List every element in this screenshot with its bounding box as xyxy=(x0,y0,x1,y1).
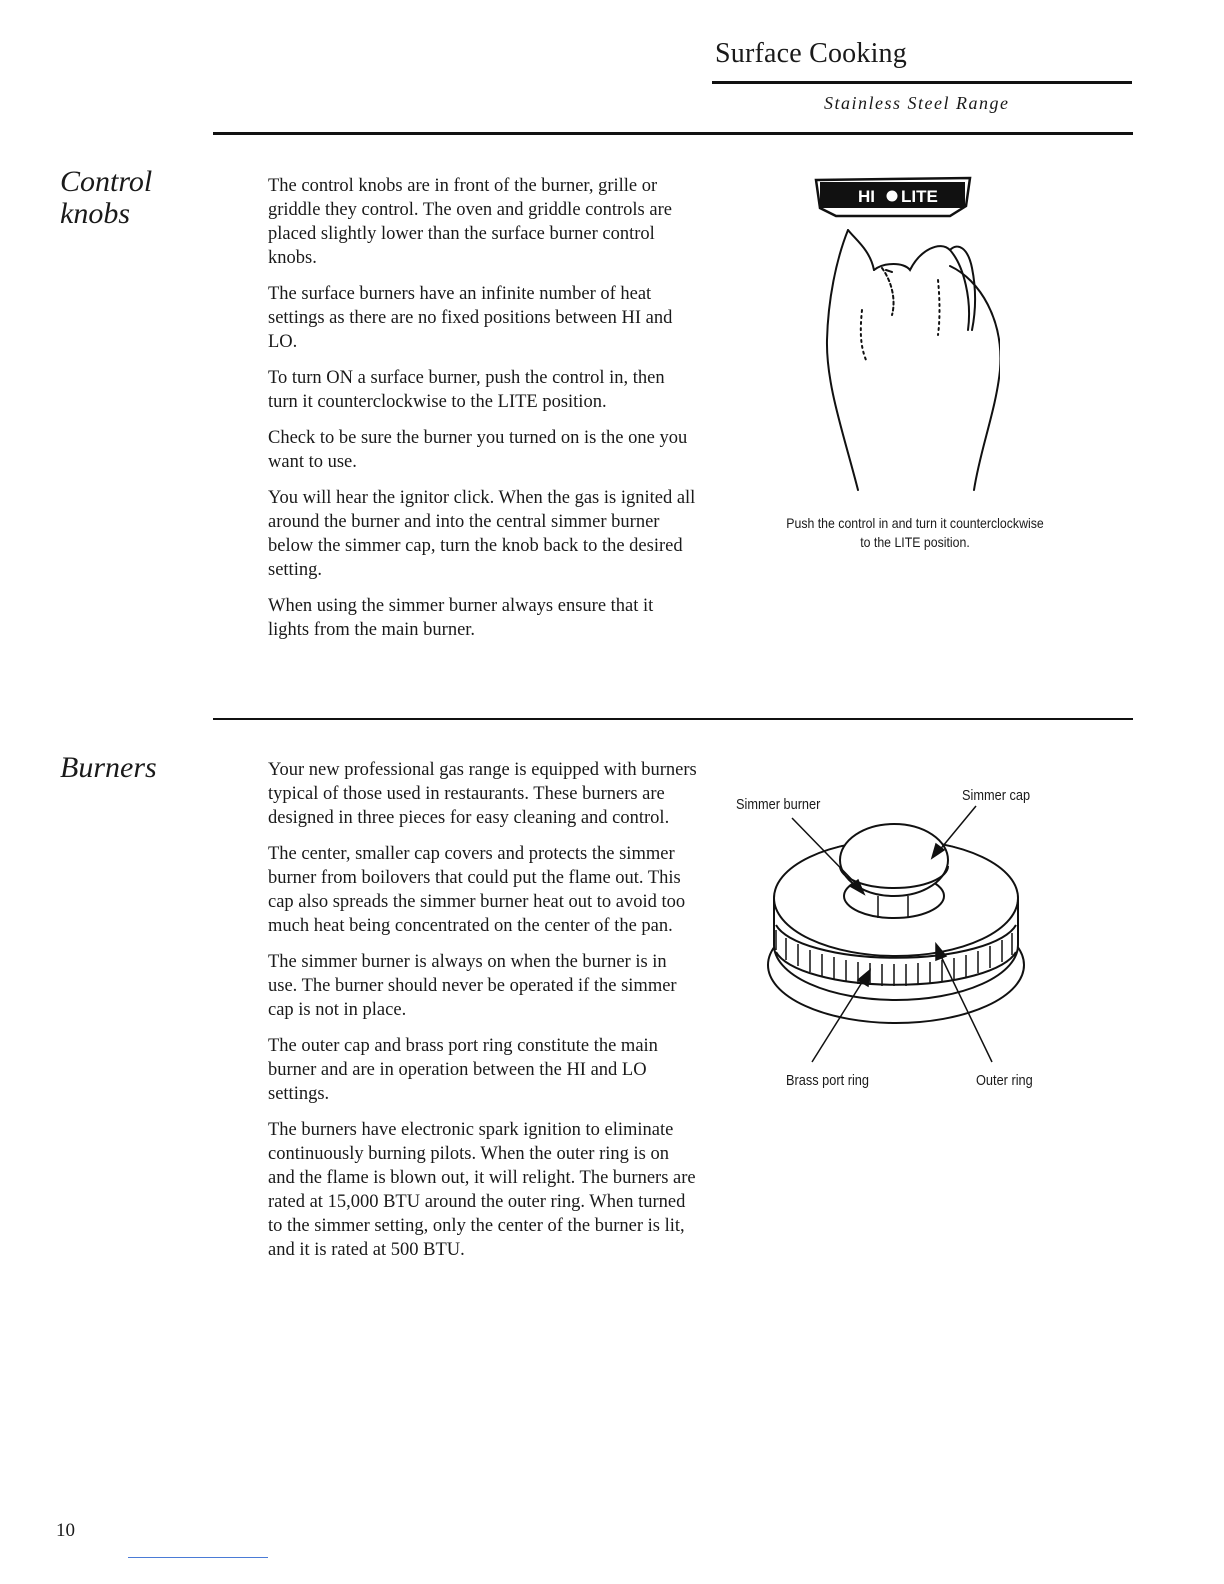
burners-paragraph: Your new professional gas range is equipped with burners typical of those used in restaurants. These burners are designed in three pieces for easy cleaning and control. xyxy=(268,760,697,828)
control-knobs-text xyxy=(268,174,698,654)
control-knobs-heading xyxy=(60,166,152,230)
burner-graphic xyxy=(768,824,1024,1023)
label-simmer-cap: Simmer cap xyxy=(962,788,1031,804)
burners-paragraph: The burners have electronic spark ignition to eliminate continuously burning pilots. When the outer ring is on and the flame is blown out, it will relight. The burners are rated at 15,000 BTU around the outer ring. When turned to the simmer setting, only the center of the burner is lit, and it is rated at 500 BTU. xyxy=(268,1120,696,1260)
burner-illustration xyxy=(760,800,1040,1070)
knob-indicator-dot xyxy=(887,191,898,202)
header-rule-short xyxy=(712,81,1132,84)
page-subtitle: Stainless Steel Range xyxy=(824,93,1010,113)
control-knobs-paragraph: The control knobs are in front of the burner, grille or griddle they control. The oven and griddle controls are placed slightly lower than the surface burner control knobs. xyxy=(268,176,672,268)
knob-figure-caption xyxy=(726,514,1104,552)
burners-text xyxy=(268,758,698,1274)
burners-paragraph: The simmer burner is always on when the burner is in use. The burner should never be operated if the simmer cap is not in place. xyxy=(268,952,677,1020)
label-simmer-burner: Simmer burner xyxy=(736,797,821,813)
burners-paragraph: The outer cap and brass port ring constitute the main burner and are in operation between the HI and LO settings. xyxy=(268,1036,658,1104)
control-knobs-heading-line2: knobs xyxy=(60,197,130,230)
control-knobs-paragraph: When using the simmer burner always ensure that it lights from the main burner. xyxy=(268,596,654,640)
header-rule-long xyxy=(213,132,1133,135)
control-knobs-paragraph: To turn ON a surface burner, push the control in, then turn it counterclockwise to the LITE position. xyxy=(268,368,665,412)
control-knobs-paragraph: The surface burners have an infinite number of heat settings as there are no fixed positions between HI and LO. xyxy=(268,284,673,352)
control-knobs-heading-line1: Control xyxy=(60,165,153,198)
control-knobs-paragraph: Check to be sure the burner you turned on is the one you want to use. xyxy=(268,428,688,472)
page-title: Surface Cooking xyxy=(715,38,907,69)
knob-label-lite: LITE xyxy=(901,187,938,206)
section-divider xyxy=(213,718,1133,720)
knob-caption-line1: Push the control in and turn it counterclockwise xyxy=(786,515,1044,531)
burners-paragraph: The center, smaller cap covers and protects the simmer burner from boilovers that could put the flame out. This cap also spreads the simmer burner heat out to avoid too much heat being concentrated on the center of the pan. xyxy=(268,844,686,936)
knob-hand-illustration xyxy=(800,170,1000,500)
burners-heading: Burners xyxy=(60,751,157,784)
footer-underline xyxy=(128,1557,268,1558)
page-number: 10 xyxy=(56,1520,75,1541)
label-brass-port-ring: Brass port ring xyxy=(786,1073,869,1089)
knob-label-hi: HI xyxy=(858,187,875,206)
control-knobs-paragraph: You will hear the ignitor click. When the gas is ignited all around the burner and into the central simmer burner below the simmer cap, turn the knob back to the desired setting. xyxy=(268,488,696,580)
hand-icon xyxy=(827,230,1000,490)
label-outer-ring: Outer ring xyxy=(976,1073,1033,1089)
knob-caption-line2: to the LITE position. xyxy=(860,534,970,550)
